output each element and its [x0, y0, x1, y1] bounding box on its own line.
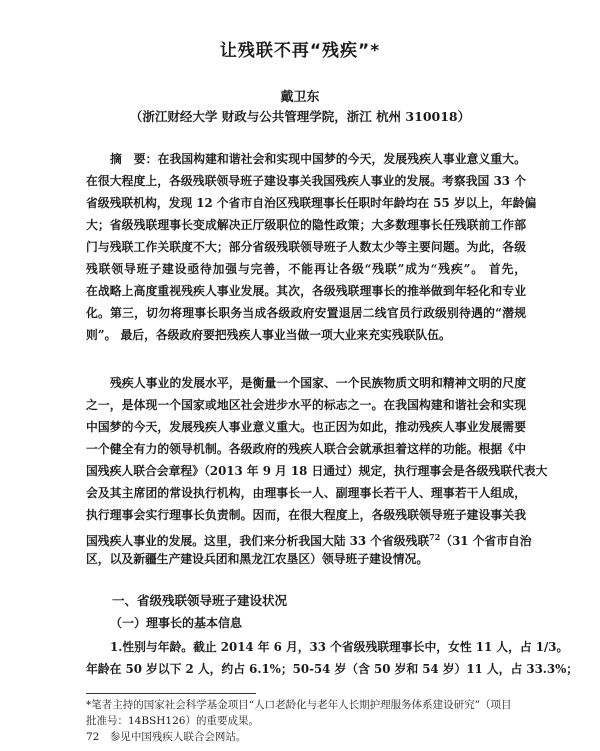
body-line: 国残疾人联合会章程》（2013 年 9 月 18 日通过）规定，执行理事会是各级残联代表大 — [86, 464, 548, 478]
body-line: 会及其主席团的常设执行机构，由理事长一人、副理事长若干人、理事若干人组成， — [86, 486, 526, 500]
abstract-line: 摘 要：在我国构建和谐社会和实现中国梦的今天，发展残疾人事业意义重大。 — [110, 152, 526, 166]
footnote-line: 72 参见中国残疾人联合会网站。 — [86, 731, 247, 743]
abstract-line: 化。第三，切勿将理事长职务当成各级政府安置退居二线官员行政级别待遇的“潜规 — [86, 306, 526, 320]
body-line: 一个健全有力的领导机制。各级政府的残疾人联合会就承担着这样的功能。根据《中 — [86, 442, 526, 456]
subsection-heading: （一）理事长的基本信息 — [110, 616, 243, 630]
body-line: 国残疾人事业的发展。这里，我们来分析我国大陆 33 个省级残联$^{72}$（31 个省市自治 — [86, 532, 532, 548]
abstract-line: 大；省级残联理事长变成解决正厅级职位的隐性政策；大多数理事长任残联前工作部 — [86, 218, 526, 232]
abstract-line: 在战略上高度重视残疾人事业发展。其次，各级残联理事长的推举做到年轻化和专业 — [86, 284, 526, 298]
body-line: 年龄在 50 岁以下 2 人，约占 6.1%；50-54 岁（含 50 岁和 54 岁）11 人，占 33.3%； — [86, 662, 579, 676]
author-name: 戴卫东 — [280, 90, 320, 105]
section-heading: 一、省级残联领导班子建设状况 — [112, 593, 288, 608]
body-line: 残疾人事业的发展水平，是衡量一个国家、一个民族物质文明和精神文明的尺度 — [110, 376, 526, 390]
stats-paragraph — [86, 636, 579, 680]
body-line: 区，以及新疆生产建设兵团和黑龙江农垦区）领导班子建设情况。 — [86, 552, 429, 566]
abstract-label: 摘 要： — [110, 152, 158, 166]
body-line: 执行理事会实行理事长负责制。因而，在很大程度上，各级残联领导班子建设事关我 — [86, 508, 526, 522]
abstract-line: 在很大程度上，各级残联领导班子建设事关我国残疾人事业的发展。考察我国 33 个 — [86, 174, 526, 188]
abstract — [86, 148, 537, 346]
body-line: 1.性别与年龄。截止 2014 年 6 月，33 个省级残联理事长中，女性 11 人，占 1/3。 — [110, 640, 569, 654]
body-line: 中国梦的今天，发展残疾人事业意义重大。也正因为如此，推动残疾人事业发展需要 — [86, 420, 526, 434]
footnote-ref[interactable]: 72 — [429, 532, 441, 542]
abstract-line: 门与残联工作关联度不大；部分省级残联领导班子人数太少等主要问题。为此，各级 — [86, 240, 526, 254]
body-line: 之一，是体现一个国家或地区社会进步水平的标志之一。在我国构建和谐社会和实现 — [86, 398, 526, 412]
footnote-divider — [86, 693, 256, 694]
abstract-line: 残联领导班子建设亟待加强与完善，不能再让各级“残联”成为“残疾”。 首先， — [86, 262, 526, 276]
author-affiliation: （浙江财经大学 财政与公共管理学院，浙江 杭州 310018） — [129, 109, 471, 124]
paper-title: 让残联不再“残疾”* — [219, 41, 381, 61]
footnote-line: *笔者主持的国家社会科学基金项目“人口老龄化与老年人长期护理服务体系建设研究”（项目 — [86, 699, 512, 711]
footnote-line: 批准号：14BSH126）的重要成果。 — [86, 715, 259, 727]
abstract-line: 省级残联机构，发现 12 个省市自治区残联理事长任职时年龄均在 55 岁以上，年龄偏 — [86, 196, 537, 210]
intro-paragraph — [86, 372, 548, 570]
abstract-line: 则”。 最后，各级政府要把残疾人事业当做一项大业来充实残联队伍。 — [86, 328, 451, 342]
footnotes — [86, 697, 526, 745]
